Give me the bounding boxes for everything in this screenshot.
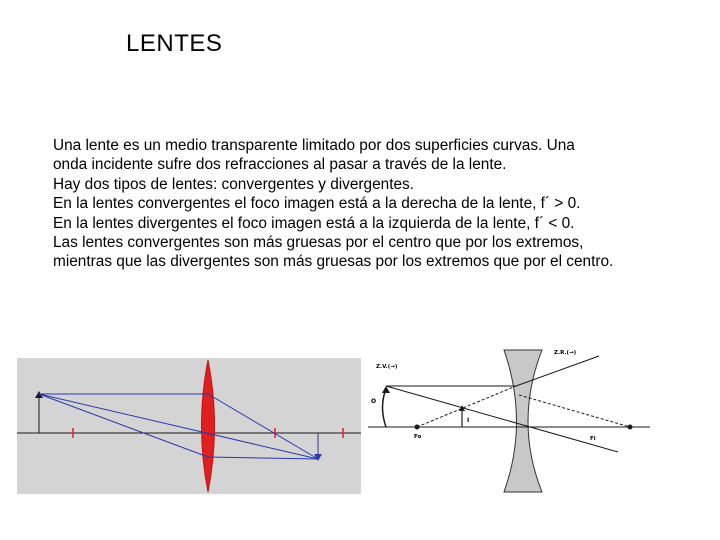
label-focus-image: Fi [590, 436, 596, 442]
object-arrow [383, 389, 387, 427]
label-real-zone: Z.R.(→) [554, 350, 577, 356]
paragraph-line: En la lentes convergentes el foco imagen está a la derecha de la lente, f´ > 0. [53, 195, 581, 213]
paragraph-line: mientras que las divergentes son más gruesas por los extremos que por el centro. [53, 253, 614, 271]
label-focus-object: Fo [414, 434, 422, 440]
ray-central [386, 386, 618, 452]
paragraph-line: En la lentes divergentes el foco imagen está a la izquierda de la lente, f´ < 0. [53, 214, 575, 232]
label-object: O [371, 398, 377, 405]
diverging-lens-diagram [364, 342, 654, 494]
paragraph-line: Una lente es un medio transparente limitado por dos superficies curvas. Una [53, 137, 575, 154]
label-virtual-zone: Z.V.(→) [376, 364, 398, 370]
label-image: I [467, 417, 470, 424]
paragraph-line: Hay dos tipos de lentes: convergentes y divergentes. [53, 175, 415, 193]
figure-background [17, 358, 361, 494]
paragraph-line: onda incidente sufre dos refracciones al pasar a través de la lente. [53, 156, 507, 174]
converging-lens-diagram [17, 358, 361, 494]
body-paragraph [53, 136, 693, 272]
ray-focus-extension [519, 395, 630, 427]
page-title: LENTES [126, 30, 223, 57]
paragraph-line: Las lentes convergentes son más gruesas por el centro que por los extremos, [53, 234, 584, 252]
